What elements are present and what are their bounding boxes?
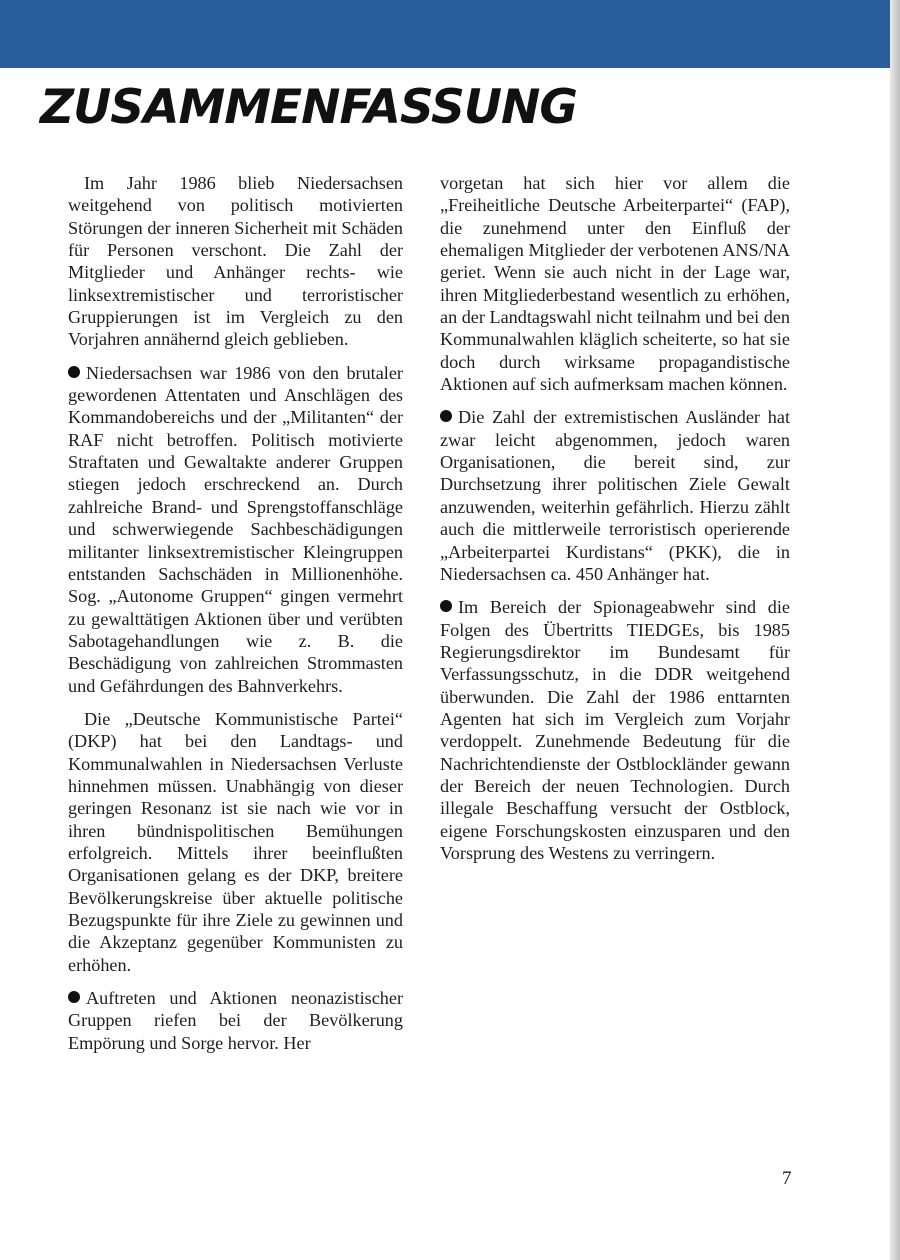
bullet-icon (68, 366, 80, 378)
paragraph (68, 172, 403, 351)
left-text-column (68, 172, 403, 1065)
paragraph (440, 406, 790, 585)
paragraph-text: Im Jahr 1986 blieb Niedersachsen weitgehend von politisch motivierten Störungen der inneren Sicherheit mit Schäden für Personen verschont. Die Zahl der Mitglieder und Anhänger rechts- wie linksextremistischer und terroristischer Gruppierungen ist im Vergleich zu den Vorjahren annähernd gleich geblieben. (68, 173, 403, 350)
bullet-icon (440, 410, 452, 422)
right-text-column (440, 172, 790, 875)
paragraph (440, 172, 790, 395)
paragraph (68, 987, 403, 1054)
page-edge-shadow (890, 0, 900, 1260)
paragraph-text: Auftreten und Aktionen neonazistischer Gruppen riefen bei der Bevölkerung Empörung und Sorge hervor. Her (68, 988, 403, 1053)
paragraph (440, 596, 790, 864)
page-title: ZUSAMMENFASSUNG (40, 80, 577, 135)
paragraph-text: Die „Deutsche Kommunistische Partei“ (DKP) hat bei den Landtags- und Kommunalwahlen in Niedersachsen Verluste hinnehmen müssen. Unabhängig von dieser geringen Resonanz ist sie nach wie vor in ihren bündnispolitischen Bemühungen erfolgreich. Mittels ihrer beeinflußten Organisationen gelang es der DKP, breitere Bevölkerungskreise über aktuelle politische Bezugspunkte für ihre Ziele zu gewinnen und die Akzeptanz gegenüber Kommunisten zu erhöhen. (68, 708, 403, 975)
header-color-band (0, 0, 890, 68)
paragraph-text: Niedersachsen war 1986 von den brutaler gewordenen Attentaten und Anschlägen des Kommandobereichs und der „Militanten“ der RAF nicht betroffen. Politisch motivierte Straftaten und Gewaltakte anderer Gruppen stiegen jedoch erschreckend an. Durch zahlreiche Brand- und Sprengstoffanschläge und schwerwiegende Sachbeschädigungen militanter linksextremistischer Kleingruppen entstanden Sachschäden in Millionenhöhe. Sog. „Autonome Gruppen“ gingen vermehrt zu gewalttätigen Aktionen über und verübten Sabotagehandlungen wie z. B. die Beschädigung von zahlreichen Strommasten und Gefährdungen des Bahnverkehrs. (68, 362, 403, 696)
page-number: 7 (782, 1168, 792, 1189)
paragraph-text: Die Zahl der extremistischen Ausländer hat zwar leicht abgenommen, jedoch waren Organisationen, die bereit sind, zur Durchsetzung ihrer politischen Ziele Gewalt anzuwenden, weiterhin gefährlich. Hierzu zählt auch die mittlerweile terroristisch operierende „Arbeiterpartei Kurdistans“ (PKK), die in Niedersachsen ca. 450 Anhänger hat. (440, 407, 790, 584)
paragraph (68, 708, 403, 976)
paragraph-text: vorgetan hat sich hier vor allem die „Freiheitliche Deutsche Arbeiterpartei“ (FAP), die zunehmend unter den Einfluß der ehemaligen Mitglieder der verbotenen ANS/NA geriet. Wenn sie auch nicht in der Lage war, ihren Mitgliederbestand wesentlich zu erhöhen, an der Landtagswahl nicht teilnahm und bei den Kommunalwahlen kläglich scheiterte, so hat sie doch durch wirksame propagandistische Aktionen auf sich aufmerksam machen können. (440, 173, 791, 395)
paragraph (68, 362, 403, 697)
bullet-icon (440, 600, 452, 612)
paragraph-text: Im Bereich der Spionageabwehr sind die Folgen des Übertritts TIEDGEs, bis 1985 Regierungsdirektor im Bundesamt für Verfassungsschutz, in die DDR weitgehend überwunden. Die Zahl der 1986 enttarnten Agenten hat sich im Vergleich zum Vorjahr verdoppelt. Zunehmende Bedeutung für die Nachrichtendienste der Ostblockländer gewann der Bereich der neuen Technologien. Durch illegale Beschaffung versucht der Ostblock, eigene Forschungskosten einzusparen und den Vorsprung des Westens zu verringern. (440, 597, 790, 863)
bullet-icon (68, 991, 80, 1003)
